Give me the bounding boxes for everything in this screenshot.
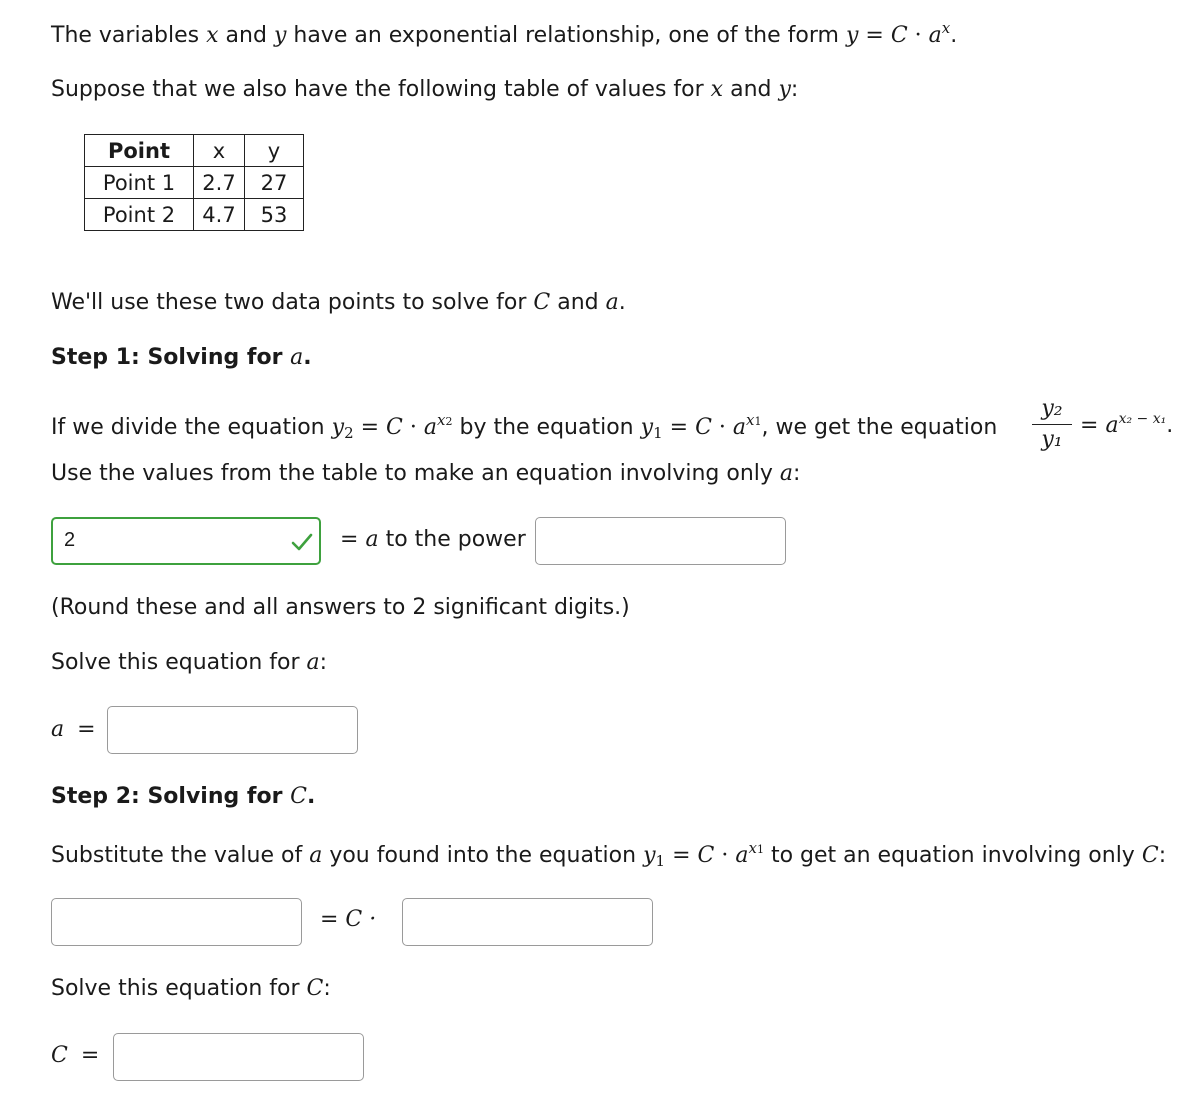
table-cell: Point 1 (85, 167, 194, 199)
intro-text: The variables x and y have an exponential relationship, one of the form $y = C \cdot a^x$. (51, 19, 958, 48)
rounding-note: (Round these and all answers to 2 significant digits.) (51, 595, 630, 620)
table-row (85, 167, 304, 199)
table-cell: 4.7 (194, 199, 245, 231)
use-points-text: We'll use these two data points to solve for C and a. (51, 290, 626, 315)
exponent-input[interactable] (535, 517, 786, 565)
substitute-text: Substitute the value of a you found into the equation $y_1 = C \cdot a^{x1}$ to get an equation involving only C: (51, 839, 1167, 870)
table-header-row (85, 135, 304, 167)
solve-a-text: Solve this equation for a: (51, 650, 328, 675)
table-cell: 2.7 (194, 167, 245, 199)
table-cell: 53 (245, 199, 304, 231)
table-cell: 27 (245, 167, 304, 199)
y1-input[interactable] (51, 898, 302, 946)
table-row (85, 199, 304, 231)
values-table (84, 134, 304, 231)
use-values-text: Use the values from the table to make an equation involving only a: (51, 461, 801, 486)
step2-heading: Step 2: Solving for C. (51, 784, 316, 809)
table-cell: Point 2 (85, 199, 194, 231)
a-input[interactable] (107, 706, 358, 754)
ratio-input[interactable] (51, 517, 321, 565)
eq2-middle-text: = C · (320, 907, 377, 932)
c-input[interactable] (113, 1033, 364, 1081)
table-header: y (245, 135, 304, 167)
fraction-y2-over-y1: y₂ y₁ (1032, 397, 1072, 452)
table-intro-text: Suppose that we also have the following table of values for x and y: (51, 77, 799, 102)
solve-c-text: Solve this equation for C: (51, 976, 331, 1001)
check-icon (290, 530, 314, 554)
c-answer-label: C = (51, 1043, 100, 1068)
a-power-input[interactable] (402, 898, 653, 946)
a-answer-label: a = (51, 717, 96, 742)
table-header: x (194, 135, 245, 167)
eq1-middle-text: = a to the power (340, 527, 526, 552)
step1-heading: Step 1: Solving for a. (51, 345, 312, 370)
fraction-bar (1032, 424, 1072, 425)
ratio-input-value: 2 (64, 529, 76, 551)
divide-text: If we divide the equation $y_2 = C \cdot a^{x2}$ by the equation $y_1 = C \cdot a^{x1}$, we get the equation (51, 411, 998, 442)
table-header: Point (85, 135, 194, 167)
fraction-rhs: = $a^{x_2 - x_1}$. (1080, 411, 1174, 438)
